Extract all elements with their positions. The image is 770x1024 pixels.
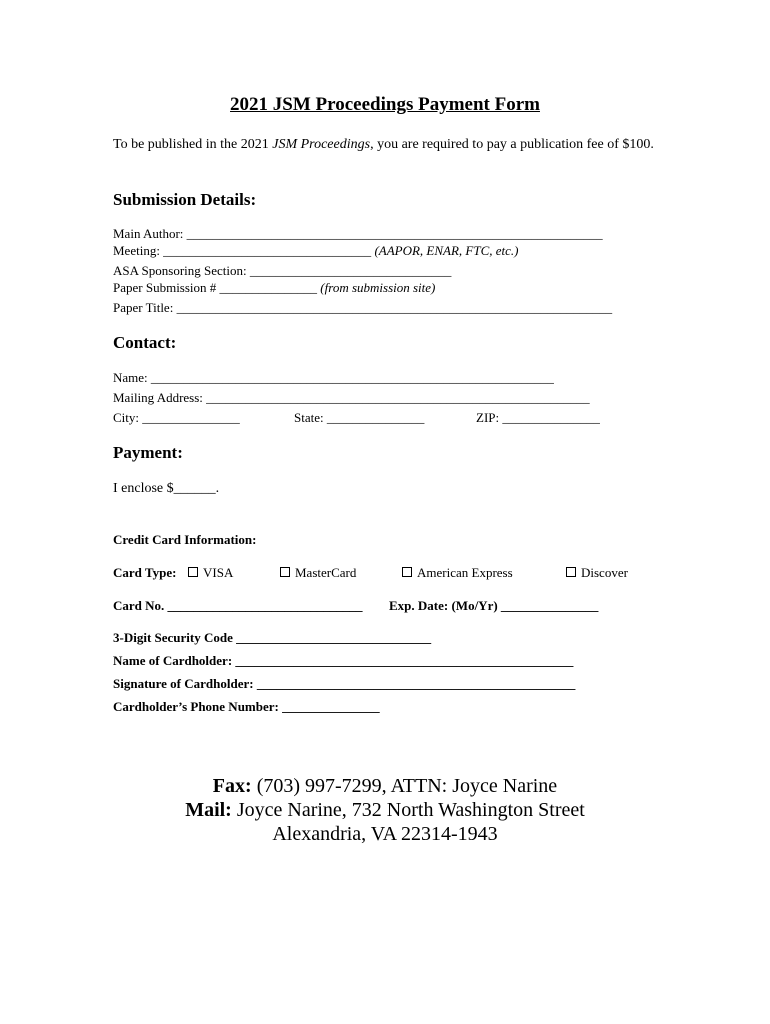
checkbox-icon[interactable] [280, 567, 290, 577]
contact-name-field[interactable]: Name: ______________________________________________________________ [113, 370, 554, 385]
asa-section-field[interactable]: ASA Sponsoring Section: _______________________________ [113, 263, 452, 278]
intro-italic-proceedings: JSM Proceedings [272, 137, 371, 152]
card-option-label: Discover [581, 565, 628, 580]
contact-heading: Contact: [113, 333, 177, 352]
mail-label: Mail: [185, 799, 232, 821]
paper-submission-label: Paper Submission # _______________ [113, 280, 321, 295]
meeting-label: Meeting: ________________________________ [113, 243, 375, 258]
card-option-amex[interactable] [402, 565, 513, 581]
city-state-line: Alexandria, VA 22314-1943 [272, 823, 498, 845]
cardholder-phone-field[interactable]: Cardholder’s Phone Number: _______________ [113, 699, 380, 714]
meeting-note: (AAPOR, ENAR, FTC, etc.) [374, 243, 519, 258]
intro-text-2: , you are required to pay a publication fee of $100. [370, 137, 654, 152]
card-type-label: Card Type: [113, 565, 177, 580]
submission-heading: Submission Details: [113, 190, 257, 209]
credit-card-heading: Credit Card Information: [113, 532, 257, 547]
intro-paragraph [113, 136, 658, 154]
state-field[interactable]: State: _______________ [294, 410, 425, 425]
paper-submission-field[interactable] [113, 280, 435, 296]
payment-heading: Payment: [113, 443, 183, 462]
card-option-label: MasterCard [295, 565, 357, 580]
mail-text: Joyce Narine, 732 North Washington Street [231, 799, 585, 821]
fax-label: Fax: [212, 775, 252, 797]
fax-line [0, 775, 770, 798]
card-option-discover[interactable] [566, 565, 628, 581]
meeting-field[interactable] [113, 243, 519, 259]
mail-line [0, 799, 770, 822]
card-option-label: VISA [203, 565, 234, 580]
paper-submission-note: (from submission site) [320, 280, 436, 295]
cardholder-signature-field[interactable]: Signature of Cardholder: _________________________________________________ [113, 676, 576, 691]
checkbox-icon[interactable] [402, 567, 412, 577]
paper-title-field[interactable]: Paper Title: ___________________________________________________________________ [113, 300, 613, 315]
mailing-address-field[interactable]: Mailing Address: ___________________________________________________________ [113, 390, 590, 405]
enclose-amount-field[interactable]: I enclose $______. [113, 481, 220, 496]
card-option-label: American Express [417, 565, 513, 580]
card-number-field[interactable]: Card No. ______________________________ [113, 598, 363, 613]
fax-text: (703) 997-7299, ATTN: Joyce Narine [251, 775, 558, 797]
checkbox-icon[interactable] [566, 567, 576, 577]
city-field[interactable]: City: _______________ [113, 410, 240, 425]
card-option-mastercard[interactable] [280, 565, 356, 581]
zip-field[interactable]: ZIP: _______________ [476, 410, 600, 425]
intro-text-1: To be published in the 2021 [113, 137, 273, 152]
cardholder-name-field[interactable]: Name of Cardholder: ____________________________________________________ [113, 653, 574, 668]
security-code-field[interactable]: 3-Digit Security Code ______________________________ [113, 630, 432, 645]
main-author-field[interactable]: Main Author: ________________________________________________________________ [113, 226, 603, 241]
form-title: 2021 JSM Proceedings Payment Form [230, 94, 540, 115]
exp-date-field[interactable]: Exp. Date: (Mo/Yr) _______________ [389, 598, 599, 613]
checkbox-icon[interactable] [188, 567, 198, 577]
card-option-visa[interactable] [188, 565, 233, 581]
